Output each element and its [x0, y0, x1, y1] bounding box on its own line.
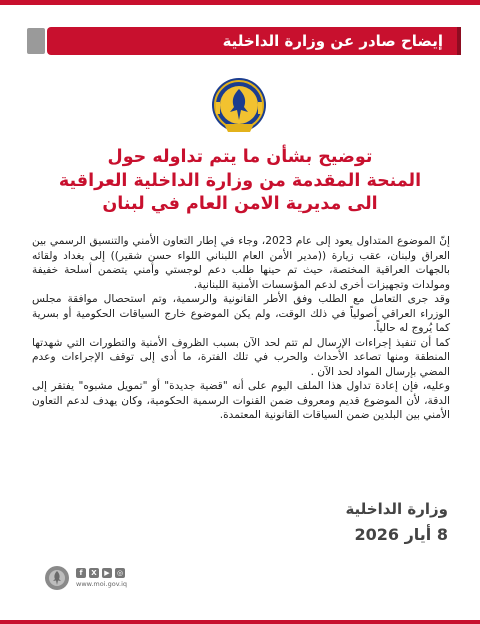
- statement-body: [32, 234, 450, 423]
- body-paragraph-1: إنّ الموضوع المتداول يعود إلى عام 2023، وجاء في إطار التعاون الأمني والتنسيق الرسمي بين العراق ولبنان، عقب زيارة ((مدير الأمن العام اللبناني اللواء حسن شقير)) إلى بغداد ولقائه بالجهات العراقية المختصة، حيث تم حينها طلب دعم لوجستي وأمني يتضمن أسلحة خفيفة ومولدات وتجهيزات أخرى لدعم المؤسسات الأمنية اللبنانية.: [32, 235, 450, 291]
- signature-ministry: وزارة الداخلية: [345, 500, 448, 518]
- signature-date: 8 أيار 2026: [354, 525, 448, 544]
- top-accent-strip: [0, 0, 480, 5]
- ministry-emblem-icon: [210, 72, 268, 140]
- title-line-1: توضيح بشأن ما يتم تداوله حول: [107, 147, 373, 167]
- x-icon[interactable]: X: [89, 568, 99, 578]
- title-line-2: المنحة المقدمة من وزارة الداخلية العراقية: [58, 170, 422, 191]
- facebook-icon[interactable]: f: [76, 568, 86, 578]
- body-paragraph-4: وعليه، فإن إعادة تداول هذا الملف اليوم على أنه "قضية جديدة" أو "تمويل مشبوه" يفتقر إلى الدقة، لأن الموضوع قديم ومعروف ضمن القنوات الرسمية الحكومية، وكان يهدف لدعم التعاون الأمني بين البلدين ضمن السياقات القانونية المعتمدة.: [32, 380, 450, 421]
- body-paragraph-3: كما أن تنفيذ إجراءات الإرسال لم تتم لحد الآن بسبب الظروف الأمنية والتطورات التي شهدتها المنطقة ومنها تصاعد الأحداث والحرب في تلك الفترة، ما أدى إلى توقف الإجراءات وعدم المضي بإرسال المواد لحد الآن .: [32, 336, 450, 378]
- header-side-marker: [27, 28, 45, 54]
- body-paragraph-2: وقد جرى التعامل مع الطلب وفق الأطر القانونية والرسمية، وتم استحصال موافقة مجلس الوزراء العراقي أصولياً في ذلك الوقت، ولم يكن الموضوع خارج السياقات الحكومية أو بسرية كما يُروج له حالياً.: [32, 293, 450, 334]
- signature-block: [345, 498, 448, 546]
- footer: [44, 565, 127, 591]
- statement-title: [40, 146, 440, 217]
- title-line-3: الى مديرية الامن العام في لبنان: [102, 194, 378, 214]
- header-banner-edge: [457, 27, 461, 55]
- footer-emblem-icon: [44, 565, 70, 591]
- instagram-icon[interactable]: ◎: [116, 569, 124, 577]
- bottom-accent-strip: [0, 620, 480, 624]
- website-url[interactable]: www.moi.gov.iq: [76, 580, 128, 588]
- youtube-icon[interactable]: ▶: [102, 568, 112, 578]
- header-label: إيضاح صادر عن وزارة الداخلية: [222, 32, 443, 50]
- header-banner: [47, 27, 457, 55]
